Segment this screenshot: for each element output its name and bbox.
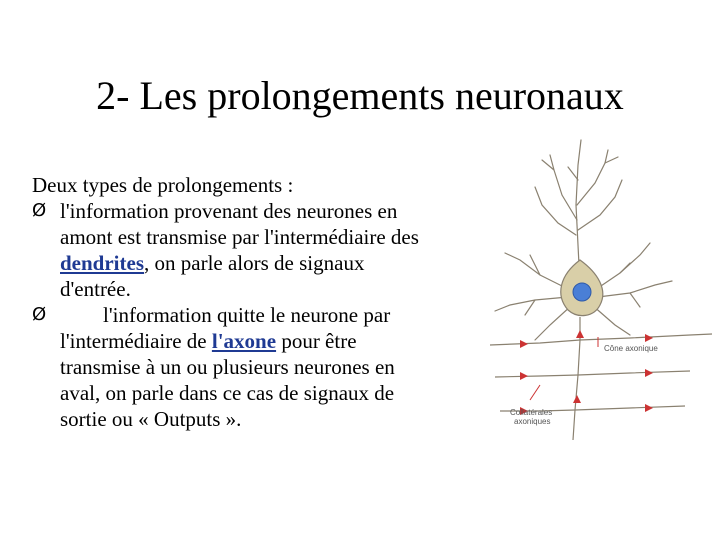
label-cone-axonique: Cône axonique <box>604 344 658 353</box>
bullet-1-line-2: amont est transmise par l'intermédiaire des <box>60 225 419 249</box>
label-collaterales: Collatérales <box>510 408 553 417</box>
bullet-2-line-2 <box>32 328 502 354</box>
slide-title: 2- Les prolongements neuronaux <box>96 73 624 118</box>
bullet-1-text-3: , on parle alors de signaux <box>144 251 365 275</box>
intro-line: Deux types de prolongements : <box>32 173 294 197</box>
label-axoniques: axoniques <box>514 417 551 426</box>
bullet-2-text-2a: l'intermédiaire de <box>60 329 212 353</box>
bullet-2-line-3: transmise à un ou plusieurs neurones en <box>60 355 395 379</box>
bullet-1-line-4: d'entrée. <box>60 277 131 301</box>
arrow-bullet-icon: Ø <box>32 304 47 325</box>
neuron-illustration <box>480 135 715 445</box>
keyword-dendrites: dendrites <box>60 251 144 275</box>
bullet-1-line-1 <box>32 198 502 224</box>
keyword-axone: l'axone <box>211 329 277 353</box>
bullet-1-text-1: l'information provenant des neurones en <box>60 199 398 223</box>
bullet-2-line-1 <box>32 302 502 328</box>
nucleus <box>573 283 591 301</box>
bullet-2-text-2b: pour être <box>276 329 357 353</box>
bullet-1-line-3 <box>32 250 502 276</box>
bullet-2-line-5: sortie ou « Outputs ». <box>60 407 242 431</box>
bullet-2-line-4: aval, on parle dans ce cas de signaux de <box>60 381 395 405</box>
bullet-2-text-1: l'information quitte le neurone par <box>103 303 391 327</box>
slide-body <box>32 172 502 432</box>
arrow-bullet-icon: Ø <box>32 200 47 221</box>
collaterales-pointer <box>530 385 540 400</box>
